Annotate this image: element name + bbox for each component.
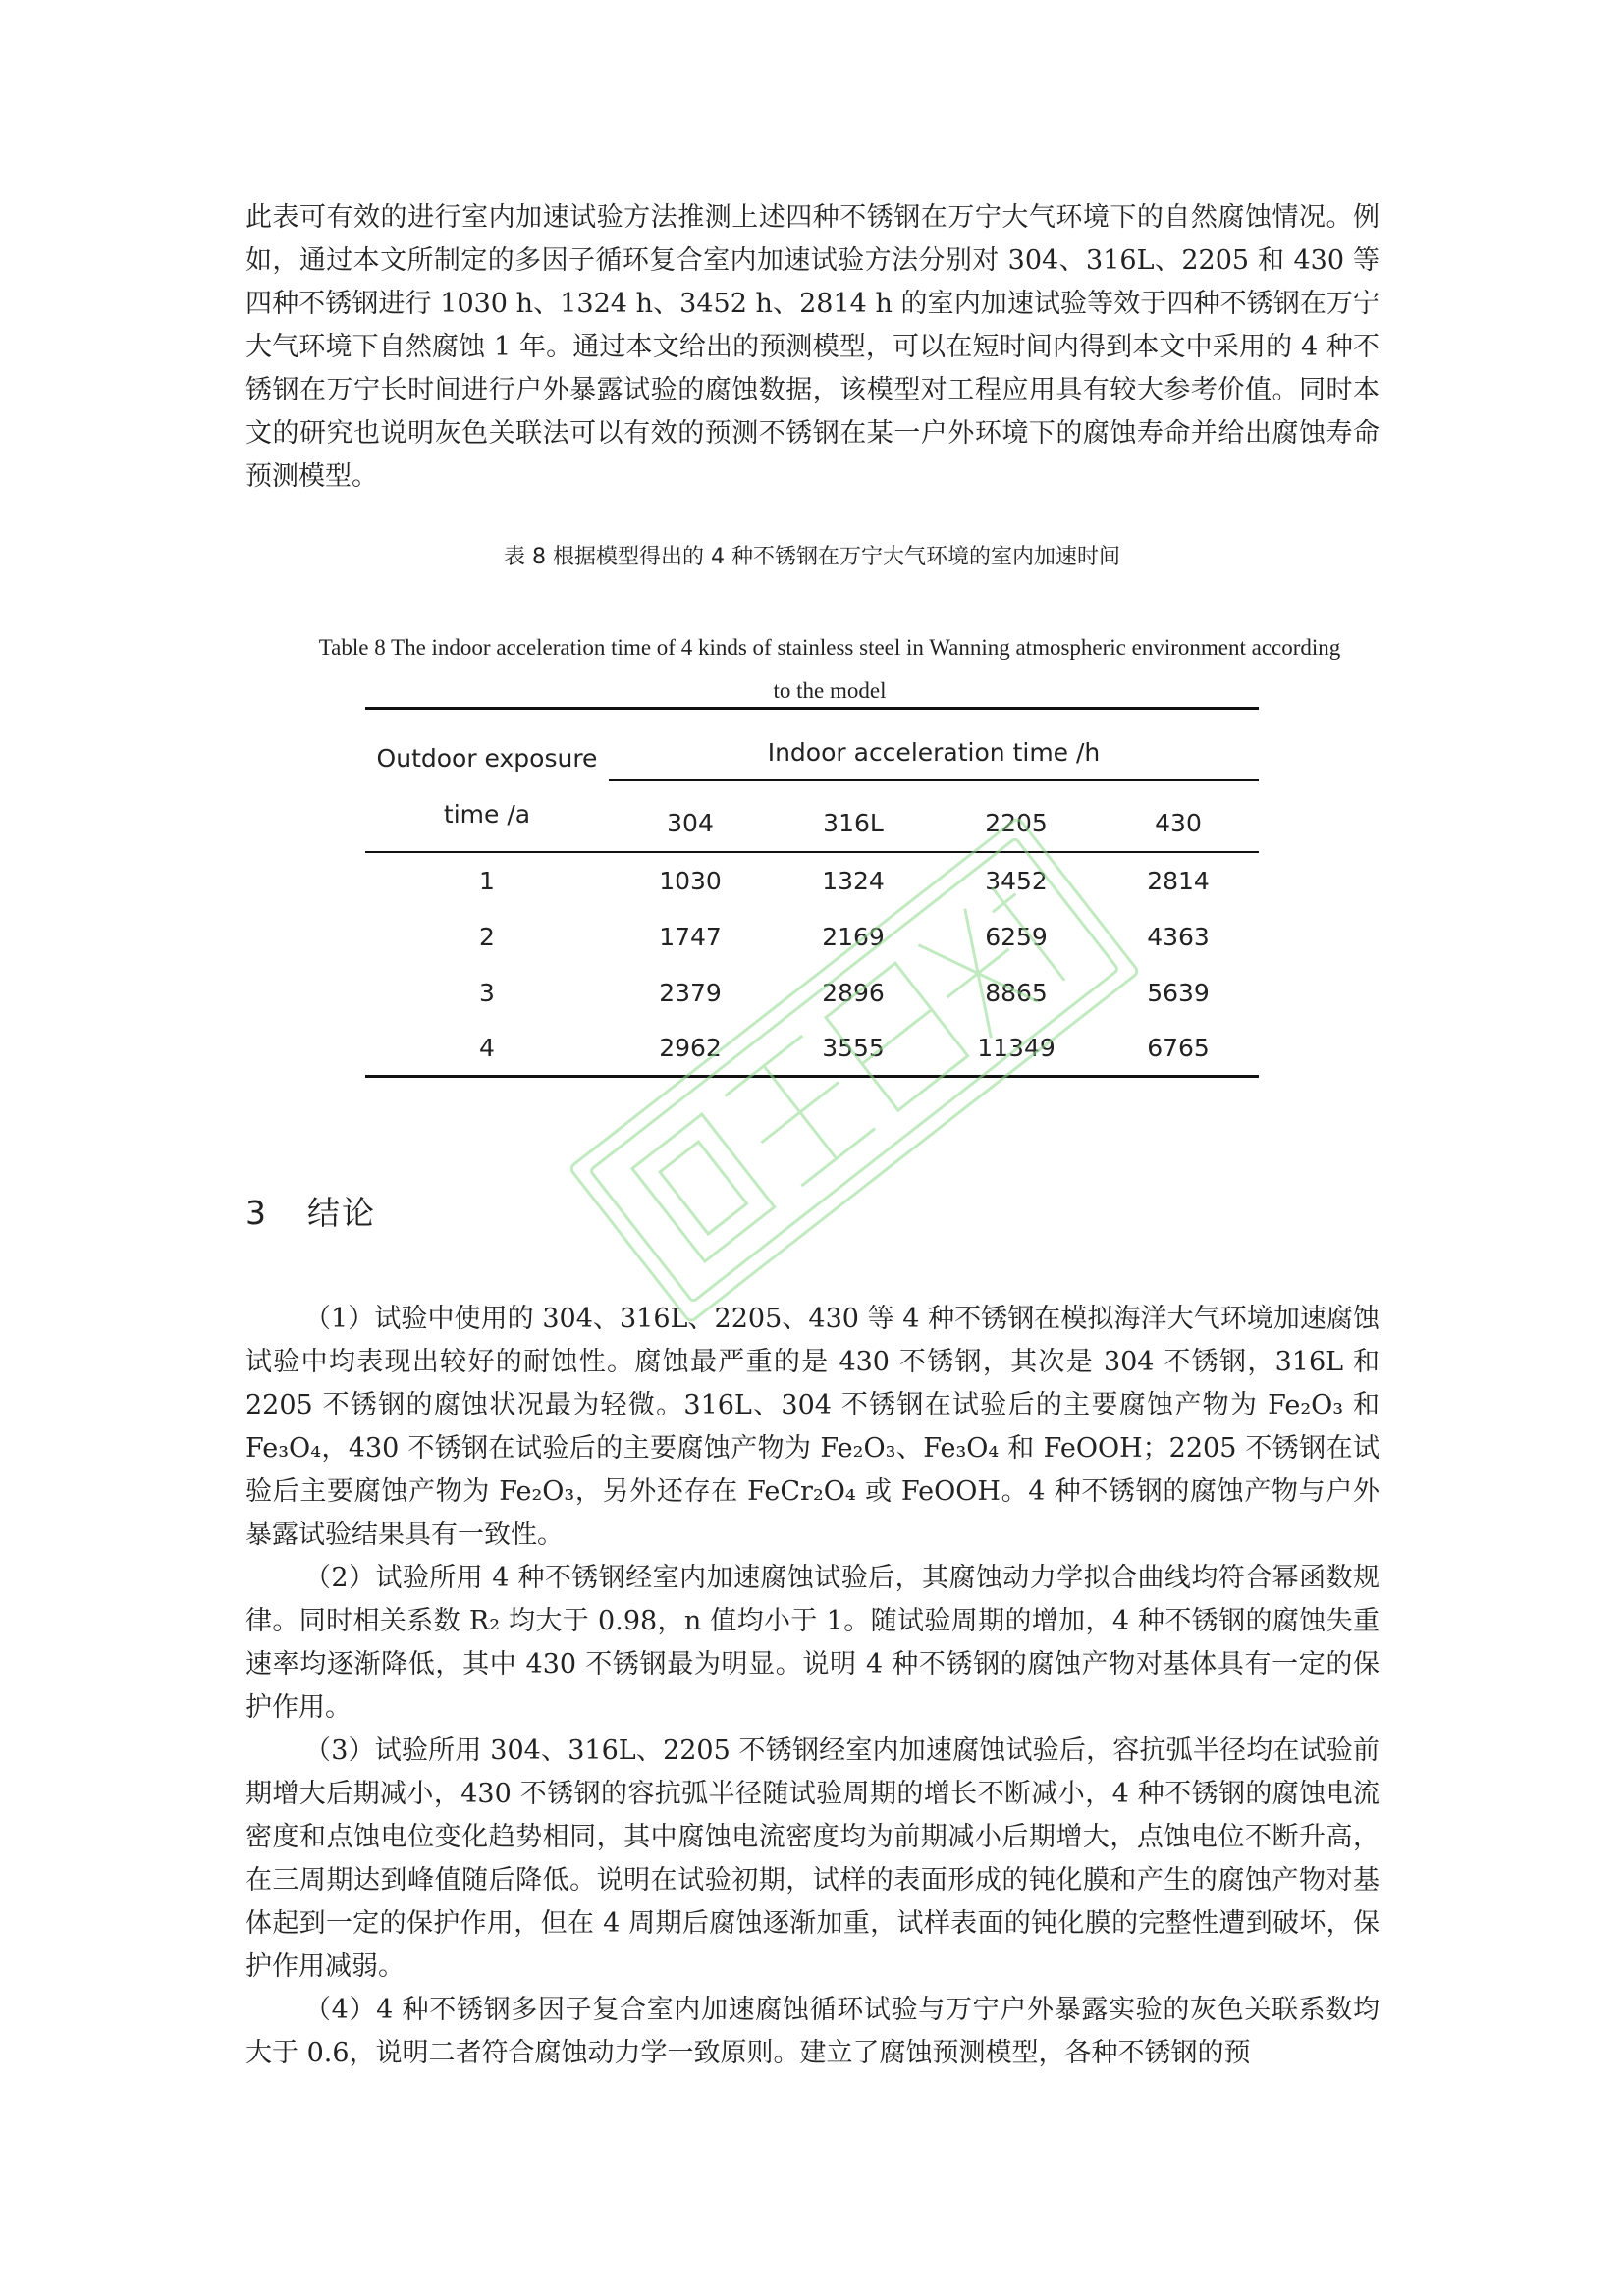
table-caption-zh: 表 8 根据模型得出的 4 种不锈钢在万宁大气环境的室内加速时间 <box>504 545 1120 569</box>
conclusion-paragraph: （1）试验中使用的 304、316L、2205、430 等 4 种不锈钢在模拟海洋大气环境加速腐蚀试验中均表现出较好的耐蚀性。腐蚀最严重的是 430 不锈钢，其次是 304 不锈钢，316L 和 2205 不锈钢的腐蚀状况最为轻微。316L、304 不锈钢在试验后的主要腐蚀产物为 Fe₂O₃ 和 Fe₃O₄，430 不锈钢在试验后的主要腐蚀产物为 Fe₂O₃、Fe₃O₄ 和 FeOOH；2205 不锈钢在试验后主要腐蚀产物为 Fe₂O₃，另外还存在 FeCr₂O₄ 或 FeOOH。4 种不锈钢的腐蚀产物与户外暴露试验结果具有一致性。 <box>245 1304 1380 1550</box>
table-cell: 2379 <box>659 979 722 1007</box>
column-header-2205: 2205 <box>985 809 1048 837</box>
table-cell: 6765 <box>1147 1034 1210 1062</box>
table-cell: 11349 <box>977 1034 1056 1062</box>
table-cell: 1030 <box>659 867 722 895</box>
row-header-line2: time /a <box>443 800 531 828</box>
conclusion-paragraph: （3）试验所用 304、316L、2205 不锈钢经室内加速腐蚀试验后，容抗弧半径均在试验前期增大后期减小，430 不锈钢的容抗弧半径随试验周期的增长不断减小，4 种不锈钢的腐蚀电流密度和点蚀电位变化趋势相同，其中腐蚀电流密度均为前期减小后期增大，点蚀电位不断升高，在三周期达到峰值随后降低。说明在试验初期，试样的表面形成的钝化膜和产生的腐蚀产物对基体起到一定的保护作用，但在 4 周期后腐蚀逐渐加重，试样表面的钝化膜的完整性遭到破坏，保护作用减弱。 <box>245 1735 1380 1982</box>
table-cell: 6259 <box>985 923 1048 951</box>
row-header-line1: Outdoor exposure <box>376 744 598 773</box>
table-cell: 8865 <box>985 979 1048 1007</box>
conclusion-paragraph: （2）试验所用 4 种不锈钢经室内加速腐蚀试验后，其腐蚀动力学拟合曲线均符合幂函数规律。同时相关系数 R₂ 均大于 0.98，n 值均小于 1。随试验周期的增加，4 种不锈钢的腐蚀失重速率均逐渐降低，其中 430 不锈钢最为明显。说明 4 种不锈钢的腐蚀产物对基体具有一定的保护作用。 <box>245 1563 1380 1723</box>
row-time: 2 <box>479 923 495 951</box>
column-header-316l: 316L <box>823 809 884 837</box>
table-caption-en: Table 8 The indoor acceleration time of 4 kinds of stainless steel in Wanning atmospheric environment according to the model <box>318 635 1341 703</box>
table-cell: 2962 <box>659 1034 722 1062</box>
table-cell: 2814 <box>1147 867 1210 895</box>
table-cell: 1747 <box>659 923 722 951</box>
row-time: 3 <box>479 979 495 1007</box>
intro-paragraph: 此表可有效的进行室内加速试验方法推测上述四种不锈钢在万宁大气环境下的自然腐蚀情况。例如，通过本文所制定的多因子循环复合室内加速试验方法分别对 304、316L、2205 和 430 等四种不锈钢进行 1030 h、1324 h、3452 h、2814 h 的室内加速试验等效于四种不锈钢在万宁大气环境下自然腐蚀 1 年。通过本文给出的预测模型，可以在短时间内得到本文中采用的 4 种不锈钢在万宁长时间进行户外暴露试验的腐蚀数据，该模型对工程应用具有较大参考价值。同时本文的研究也说明灰色关联法可以有效的预测不锈钢在某一户外环境下的腐蚀寿命并给出腐蚀寿命预测模型。 <box>245 202 1380 492</box>
section-number: 3 <box>245 1194 268 1232</box>
column-header-304: 304 <box>667 809 714 837</box>
table-bottom-rule <box>365 1075 1259 1078</box>
table-cell: 2896 <box>822 979 885 1007</box>
conclusion-paragraph: （4）4 种不锈钢多因子复合室内加速腐蚀循环试验与万宁户外暴露实验的灰色关联系数均大于 0.6，说明二者符合腐蚀动力学一致原则。建立了腐蚀预测模型，各种不锈钢的预 <box>245 1995 1380 2068</box>
section-heading <box>245 1188 376 1234</box>
table-cell: 3452 <box>985 867 1048 895</box>
column-header-430: 430 <box>1155 809 1202 837</box>
section-title: 结论 <box>307 1194 376 1232</box>
row-time: 1 <box>479 867 495 895</box>
row-time: 4 <box>479 1034 495 1062</box>
table-cell: 4363 <box>1147 923 1210 951</box>
group-header-rule <box>609 779 1259 781</box>
table-cell: 3555 <box>822 1034 885 1062</box>
table-cell: 1324 <box>822 867 885 895</box>
data-table <box>365 707 1259 1080</box>
table-header-rule <box>365 851 1259 853</box>
table-cell: 5639 <box>1147 979 1210 1007</box>
table-cell: 2169 <box>822 923 885 951</box>
group-header: Indoor acceleration time /h <box>767 738 1101 767</box>
table-top-rule <box>365 707 1259 710</box>
